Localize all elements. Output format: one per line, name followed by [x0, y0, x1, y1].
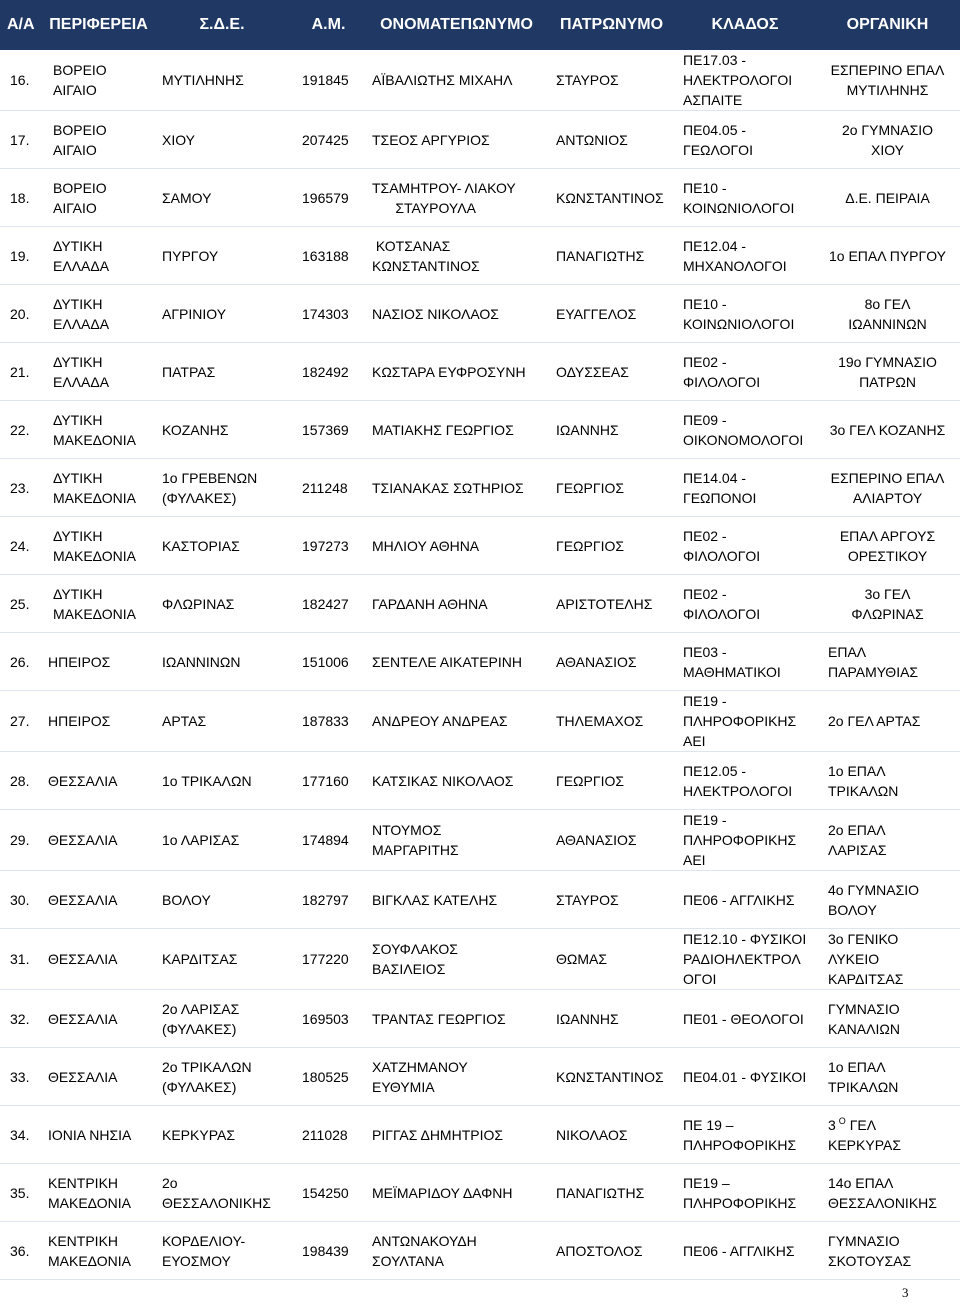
cell-specialty: ΠΕ10 - ΚΟΙΝΩΝΙΟΛΟΓΟΙ: [675, 169, 815, 227]
cell-region: ΔΥΤΙΚΗ ΕΛΛΑΔΑ: [45, 285, 152, 343]
cell-organic-post: 19ο ΓΥΜΝΑΣΙΟ ΠΑΤΡΩΝ: [815, 343, 960, 401]
cell-father-name: ΤΗΛΕΜΑΧΟΣ: [548, 691, 675, 752]
cell-aa: 28.: [0, 752, 45, 810]
cell-aa: 25.: [0, 575, 45, 633]
cell-full-name: ΒΙΓΚΛΑΣ ΚΑΤΕΛΗΣ: [365, 871, 548, 929]
cell-full-name: ΤΡΑΝΤΑΣ ΓΕΩΡΓΙΟΣ: [365, 990, 548, 1048]
cell-organic-post: 1ο ΕΠΑΛ ΤΡΙΚΑΛΩΝ: [815, 752, 960, 810]
cell-region: ΔΥΤΙΚΗ ΕΛΛΑΔΑ: [45, 343, 152, 401]
cell-organic-post: Δ.Ε. ΠΕΙΡΑΙΑ: [815, 169, 960, 227]
table-row: [0, 343, 960, 401]
cell-aa: 33.: [0, 1048, 45, 1106]
cell-full-name: ΝΤΟΥΜΟΣ ΜΑΡΓΑΡΙΤΗΣ: [365, 810, 548, 871]
cell-specialty: ΠΕ06 - ΑΓΓΛΙΚΗΣ: [675, 871, 815, 929]
cell-am: 174894: [292, 810, 365, 871]
cell-full-name: ΑΝΤΩΝΑΚΟΥΔΗ ΣΟΥΛΤΑΝΑ: [365, 1222, 548, 1280]
table-row: [0, 50, 960, 111]
cell-full-name: ΤΣΑΜΗΤΡΟΥ- ΛΙΑΚΟΥ ΣΤΑΥΡΟΥΛΑ: [365, 169, 548, 227]
cell-father-name: ΠΑΝΑΓΙΩΤΗΣ: [548, 1164, 675, 1222]
cell-father-name: ΙΩΑΝΝΗΣ: [548, 401, 675, 459]
table-header: [0, 0, 960, 50]
cell-am: 211248: [292, 459, 365, 517]
cell-sde: ΚΕΡΚΥΡΑΣ: [152, 1106, 292, 1164]
cell-sde: 1ο ΓΡΕΒΕΝΩΝ (ΦΥΛΑΚΕΣ): [152, 459, 292, 517]
cell-full-name: ΜΗΛΙΟΥ ΑΘΗΝΑ: [365, 517, 548, 575]
cell-father-name: ΓΕΩΡΓΙΟΣ: [548, 752, 675, 810]
cell-father-name: ΚΩΝΣΤΑΝΤΙΝΟΣ: [548, 169, 675, 227]
cell-father-name: ΑΘΑΝΑΣΙΟΣ: [548, 810, 675, 871]
cell-father-name: ΟΔΥΣΣΕΑΣ: [548, 343, 675, 401]
cell-sde: 2ο ΤΡΙΚΑΛΩΝ (ΦΥΛΑΚΕΣ): [152, 1048, 292, 1106]
cell-aa: 17.: [0, 111, 45, 169]
cell-father-name: ΓΕΩΡΓΙΟΣ: [548, 459, 675, 517]
header-aa: Α/Α: [0, 0, 45, 50]
cell-full-name: ΑΝΔΡΕΟΥ ΑΝΔΡΕΑΣ: [365, 691, 548, 752]
cell-specialty: ΠΕ04.01 - ΦΥΣΙΚΟΙ: [675, 1048, 815, 1106]
cell-am: 182492: [292, 343, 365, 401]
cell-region: ΘΕΣΣΑΛΙΑ: [45, 929, 152, 990]
cell-am: 211028: [292, 1106, 365, 1164]
cell-full-name: ΣΟΥΦΛΑΚΟΣ ΒΑΣΙΛΕΙΟΣ: [365, 929, 548, 990]
cell-specialty: ΠΕ02 - ΦΙΛΟΛΟΓΟΙ: [675, 517, 815, 575]
cell-father-name: ΠΑΝΑΓΙΩΤΗΣ: [548, 227, 675, 285]
cell-am: 182427: [292, 575, 365, 633]
cell-full-name: ΤΣΙΑΝΑΚΑΣ ΣΩΤΗΡΙΟΣ: [365, 459, 548, 517]
cell-aa: 29.: [0, 810, 45, 871]
cell-specialty: ΠΕ04.05 - ΓΕΩΛΟΓΟΙ: [675, 111, 815, 169]
cell-region: ΗΠΕΙΡΟΣ: [45, 633, 152, 691]
cell-region: ΘΕΣΣΑΛΙΑ: [45, 871, 152, 929]
cell-father-name: ΝΙΚΟΛΑΟΣ: [548, 1106, 675, 1164]
cell-organic-post: ΓΥΜΝΑΣΙΟ ΣΚΟΤΟΥΣΑΣ: [815, 1222, 960, 1280]
table-row: [0, 227, 960, 285]
cell-region: ΒΟΡΕΙΟ ΑΙΓΑΙΟ: [45, 50, 152, 111]
cell-specialty: ΠΕ06 - ΑΓΓΛΙΚΗΣ: [675, 1222, 815, 1280]
table-row: [0, 1164, 960, 1222]
cell-am: 187833: [292, 691, 365, 752]
cell-father-name: ΣΤΑΥΡΟΣ: [548, 50, 675, 111]
table-row: [0, 459, 960, 517]
cell-aa: 16.: [0, 50, 45, 111]
cell-organic-post: 1ο ΕΠΑΛ ΠΥΡΓΟΥ: [815, 227, 960, 285]
cell-region: ΚΕΝΤΡΙΚΗ ΜΑΚΕΔΟΝΙΑ: [45, 1164, 152, 1222]
cell-specialty: ΠΕ17.03 - ΗΛΕΚΤΡΟΛΟΓΟΙ ΑΣΠΑΙΤΕ: [675, 50, 815, 111]
cell-father-name: ΑΘΑΝΑΣΙΟΣ: [548, 633, 675, 691]
cell-am: 197273: [292, 517, 365, 575]
cell-full-name: ΜΕΪΜΑΡΙΔΟΥ ΔΑΦΝΗ: [365, 1164, 548, 1222]
cell-aa: 20.: [0, 285, 45, 343]
header-full-name: ΟΝΟΜΑΤΕΠΩΝΥΜΟ: [365, 0, 548, 50]
cell-aa: 22.: [0, 401, 45, 459]
table-row: [0, 691, 960, 752]
cell-sde: ΑΡΤΑΣ: [152, 691, 292, 752]
cell-sde: ΣΑΜΟΥ: [152, 169, 292, 227]
cell-organic-post: 8ο ΓΕΛ ΙΩΑΝΝΙΝΩΝ: [815, 285, 960, 343]
cell-full-name: ΤΣΕΟΣ ΑΡΓΥΡΙΟΣ: [365, 111, 548, 169]
table-row: [0, 575, 960, 633]
cell-am: 191845: [292, 50, 365, 111]
cell-sde: ΚΟΡΔΕΛΙΟΥ- ΕΥΟΣΜΟΥ: [152, 1222, 292, 1280]
cell-specialty: ΠΕ 19 – ΠΛΗΡΟΦΟΡΙΚΗΣ: [675, 1106, 815, 1164]
cell-father-name: ΑΝΤΩΝΙΟΣ: [548, 111, 675, 169]
cell-region: ΒΟΡΕΙΟ ΑΙΓΑΙΟ: [45, 111, 152, 169]
cell-region: ΙΟΝΙΑ ΝΗΣΙΑ: [45, 1106, 152, 1164]
cell-specialty: ΠΕ01 - ΘΕΟΛΟΓΟΙ: [675, 990, 815, 1048]
cell-aa: 31.: [0, 929, 45, 990]
cell-organic-post: 2ο ΓΥΜΝΑΣΙΟ ΧΙΟΥ: [815, 111, 960, 169]
cell-organic-post: ΓΥΜΝΑΣΙΟ ΚΑΝΑΛΙΩΝ: [815, 990, 960, 1048]
cell-organic-post: 2ο ΓΕΛ ΑΡΤΑΣ: [815, 691, 960, 752]
table-row: [0, 401, 960, 459]
cell-sde: ΚΟΖΑΝΗΣ: [152, 401, 292, 459]
cell-am: 154250: [292, 1164, 365, 1222]
cell-full-name: ΧΑΤΖΗΜΑΝΟΥ ΕΥΘΥΜΙΑ: [365, 1048, 548, 1106]
cell-sde: ΦΛΩΡΙΝΑΣ: [152, 575, 292, 633]
page-number: 3: [902, 1285, 909, 1300]
cell-region: ΔΥΤΙΚΗ ΜΑΚΕΔΟΝΙΑ: [45, 517, 152, 575]
cell-region: ΘΕΣΣΑΛΙΑ: [45, 990, 152, 1048]
header-sde: Σ.Δ.Ε.: [152, 0, 292, 50]
cell-specialty: ΠΕ19 – ΠΛΗΡΟΦΟΡΙΚΗΣ: [675, 1164, 815, 1222]
cell-father-name: ΕΥΑΓΓΕΛΟΣ: [548, 285, 675, 343]
table-row: [0, 169, 960, 227]
cell-sde: 2ο ΛΑΡΙΣΑΣ (ΦΥΛΑΚΕΣ): [152, 990, 292, 1048]
header-row: [0, 0, 960, 50]
table-row: [0, 633, 960, 691]
cell-father-name: ΘΩΜΑΣ: [548, 929, 675, 990]
cell-region: ΚΕΝΤΡΙΚΗ ΜΑΚΕΔΟΝΙΑ: [45, 1222, 152, 1280]
cell-am: 177160: [292, 752, 365, 810]
cell-father-name: ΚΩΝΣΤΑΝΤΙΝΟΣ: [548, 1048, 675, 1106]
cell-father-name: ΑΠΟΣΤΟΛΟΣ: [548, 1222, 675, 1280]
cell-aa: 19.: [0, 227, 45, 285]
cell-sde: ΧΙΟΥ: [152, 111, 292, 169]
cell-sde: 1ο ΛΑΡΙΣΑΣ: [152, 810, 292, 871]
cell-am: 169503: [292, 990, 365, 1048]
cell-region: ΔΥΤΙΚΗ ΜΑΚΕΔΟΝΙΑ: [45, 575, 152, 633]
cell-sde: 1ο ΤΡΙΚΑΛΩΝ: [152, 752, 292, 810]
cell-aa: 24.: [0, 517, 45, 575]
cell-am: 151006: [292, 633, 365, 691]
organic-post-sup: Ο: [838, 1115, 846, 1126]
header-organic-post: ΟΡΓΑΝΙΚΗ: [815, 0, 960, 50]
cell-specialty: ΠΕ12.05 - ΗΛΕΚΤΡΟΛΟΓΟΙ: [675, 752, 815, 810]
cell-aa: 26.: [0, 633, 45, 691]
table-row: [0, 1222, 960, 1280]
cell-am: 198439: [292, 1222, 365, 1280]
cell-specialty: ΠΕ03 - ΜΑΘΗΜΑΤΙΚΟΙ: [675, 633, 815, 691]
cell-organic-post: 1ο ΕΠΑΛ ΤΡΙΚΑΛΩΝ: [815, 1048, 960, 1106]
cell-sde: ΠΥΡΓΟΥ: [152, 227, 292, 285]
cell-organic-post: ΕΣΠΕΡΙΝΟ ΕΠΑΛ ΜΥΤΙΛΗΝΗΣ: [815, 50, 960, 111]
table-row: [0, 285, 960, 343]
cell-specialty: ΠΕ12.10 - ΦΥΣΙΚΟΙ ΡΑΔΙΟΗΛΕΚΤΡΟΛ ΟΓΟΙ: [675, 929, 815, 990]
cell-am: 177220: [292, 929, 365, 990]
cell-sde: ΚΑΡΔΙΤΣΑΣ: [152, 929, 292, 990]
header-specialty: ΚΛΑΔΟΣ: [675, 0, 815, 50]
cell-full-name: ΣΕΝΤΕΛΕ ΑΙΚΑΤΕΡΙΝΗ: [365, 633, 548, 691]
header-am: Α.Μ.: [292, 0, 365, 50]
cell-am: 196579: [292, 169, 365, 227]
cell-aa: 27.: [0, 691, 45, 752]
table-body: [0, 50, 960, 1280]
cell-full-name: ΚΑΤΣΙΚΑΣ ΝΙΚΟΛΑΟΣ: [365, 752, 548, 810]
cell-sde: 2ο ΘΕΣΣΑΛΟΝΙΚΗΣ: [152, 1164, 292, 1222]
cell-region: ΗΠΕΙΡΟΣ: [45, 691, 152, 752]
cell-specialty: ΠΕ02 - ΦΙΛΟΛΟΓΟΙ: [675, 575, 815, 633]
cell-organic-post: ΕΠΑΛ ΠΑΡΑΜΥΘΙΑΣ: [815, 633, 960, 691]
organic-post-rest: ΓΕΛ ΚΕΡΚΥΡΑΣ: [828, 1116, 901, 1153]
cell-am: 180525: [292, 1048, 365, 1106]
cell-region: ΘΕΣΣΑΛΙΑ: [45, 752, 152, 810]
table-row: [0, 1106, 960, 1164]
cell-region: ΒΟΡΕΙΟ ΑΙΓΑΙΟ: [45, 169, 152, 227]
cell-aa: 35.: [0, 1164, 45, 1222]
cell-specialty: ΠΕ12.04 - ΜΗΧΑΝΟΛΟΓΟΙ: [675, 227, 815, 285]
cell-region: ΘΕΣΣΑΛΙΑ: [45, 1048, 152, 1106]
header-father-name: ΠΑΤΡΩΝΥΜΟ: [548, 0, 675, 50]
cell-specialty: ΠΕ19 - ΠΛΗΡΟΦΟΡΙΚΗΣ ΑΕΙ: [675, 810, 815, 871]
cell-am: 163188: [292, 227, 365, 285]
table-row: [0, 929, 960, 990]
cell-am: 157369: [292, 401, 365, 459]
cell-am: 182797: [292, 871, 365, 929]
cell-region: ΘΕΣΣΑΛΙΑ: [45, 810, 152, 871]
cell-organic-post: 14ο ΕΠΑΛ ΘΕΣΣΑΛΟΝΙΚΗΣ: [815, 1164, 960, 1222]
cell-region: ΔΥΤΙΚΗ ΕΛΛΑΔΑ: [45, 227, 152, 285]
cell-organic-post: 4ο ΓΥΜΝΑΣΙΟ ΒΟΛΟΥ: [815, 871, 960, 929]
cell-sde: ΑΓΡΙΝΙΟΥ: [152, 285, 292, 343]
table-row: [0, 990, 960, 1048]
table-row: [0, 1048, 960, 1106]
cell-full-name: ΚΟΤΣΑΝΑΣ ΚΩΝΣΤΑΝΤΙΝΟΣ: [365, 227, 548, 285]
cell-aa: 36.: [0, 1222, 45, 1280]
cell-full-name: ΡΙΓΓΑΣ ΔΗΜΗΤΡΙΟΣ: [365, 1106, 548, 1164]
cell-specialty: ΠΕ14.04 - ΓΕΩΠΟΝΟΙ: [675, 459, 815, 517]
cell-aa: 18.: [0, 169, 45, 227]
cell-sde: ΠΑΤΡΑΣ: [152, 343, 292, 401]
cell-organic-post: 3ο ΓΕΛ ΦΛΩΡΙΝΑΣ: [815, 575, 960, 633]
cell-specialty: ΠΕ10 - ΚΟΙΝΩΝΙΟΛΟΓΟΙ: [675, 285, 815, 343]
header-region: ΠΕΡΙΦΕΡΕΙΑ: [45, 0, 152, 50]
table-row: [0, 111, 960, 169]
cell-organic-post: 2ο ΕΠΑΛ ΛΑΡΙΣΑΣ: [815, 810, 960, 871]
table-row: [0, 810, 960, 871]
cell-father-name: ΙΩΑΝΝΗΣ: [548, 990, 675, 1048]
cell-specialty: ΠΕ19 - ΠΛΗΡΟΦΟΡΙΚΗΣ ΑΕΙ: [675, 691, 815, 752]
cell-sde: ΒΟΛΟΥ: [152, 871, 292, 929]
cell-am: 207425: [292, 111, 365, 169]
cell-am: 174303: [292, 285, 365, 343]
cell-region: ΔΥΤΙΚΗ ΜΑΚΕΔΟΝΙΑ: [45, 459, 152, 517]
cell-aa: 30.: [0, 871, 45, 929]
cell-full-name: ΜΑΤΙΑΚΗΣ ΓΕΩΡΓΙΟΣ: [365, 401, 548, 459]
cell-father-name: ΑΡΙΣΤΟΤΕΛΗΣ: [548, 575, 675, 633]
cell-full-name: ΝΑΣΙΟΣ ΝΙΚΟΛΑΟΣ: [365, 285, 548, 343]
cell-sde: ΙΩΑΝΝΙΝΩΝ: [152, 633, 292, 691]
cell-aa: 23.: [0, 459, 45, 517]
table-row: [0, 517, 960, 575]
table-row: [0, 871, 960, 929]
cell-full-name: ΓΑΡΔΑΝΗ ΑΘΗΝΑ: [365, 575, 548, 633]
cell-organic-post: 3ο ΓΕΛ ΚΟΖΑΝΗΣ: [815, 401, 960, 459]
cell-specialty: ΠΕ02 - ΦΙΛΟΛΟΓΟΙ: [675, 343, 815, 401]
cell-region: ΔΥΤΙΚΗ ΜΑΚΕΔΟΝΙΑ: [45, 401, 152, 459]
cell-father-name: ΓΕΩΡΓΙΟΣ: [548, 517, 675, 575]
cell-organic-post: ΕΠΑΛ ΑΡΓΟΥΣ ΟΡΕΣΤΙΚΟΥ: [815, 517, 960, 575]
cell-specialty: ΠΕ09 - ΟΙΚΟΝΟΜΟΛΟΓΟΙ: [675, 401, 815, 459]
cell-full-name: ΚΩΣΤΑΡΑ ΕΥΦΡΟΣΥΝΗ: [365, 343, 548, 401]
cell-aa: 32.: [0, 990, 45, 1048]
organic-post-main: 3: [828, 1116, 836, 1133]
table-row: [0, 752, 960, 810]
cell-aa: 21.: [0, 343, 45, 401]
cell-sde: ΜΥΤΙΛΗΝΗΣ: [152, 50, 292, 111]
cell-organic-post: ΕΣΠΕΡΙΝΟ ΕΠΑΛ ΑΛΙΑΡΤΟΥ: [815, 459, 960, 517]
cell-full-name: ΑΪΒΑΛΙΩΤΗΣ ΜΙΧΑΗΛ: [365, 50, 548, 111]
cell-aa: 34.: [0, 1106, 45, 1164]
cell-sde: ΚΑΣΤΟΡΙΑΣ: [152, 517, 292, 575]
cell-organic-post: 3ο ΓΕΝΙΚΟ ΛΥΚΕΙΟ ΚΑΡΔΙΤΣΑΣ: [815, 929, 960, 990]
cell-organic-post: [815, 1106, 960, 1164]
cell-father-name: ΣΤΑΥΡΟΣ: [548, 871, 675, 929]
